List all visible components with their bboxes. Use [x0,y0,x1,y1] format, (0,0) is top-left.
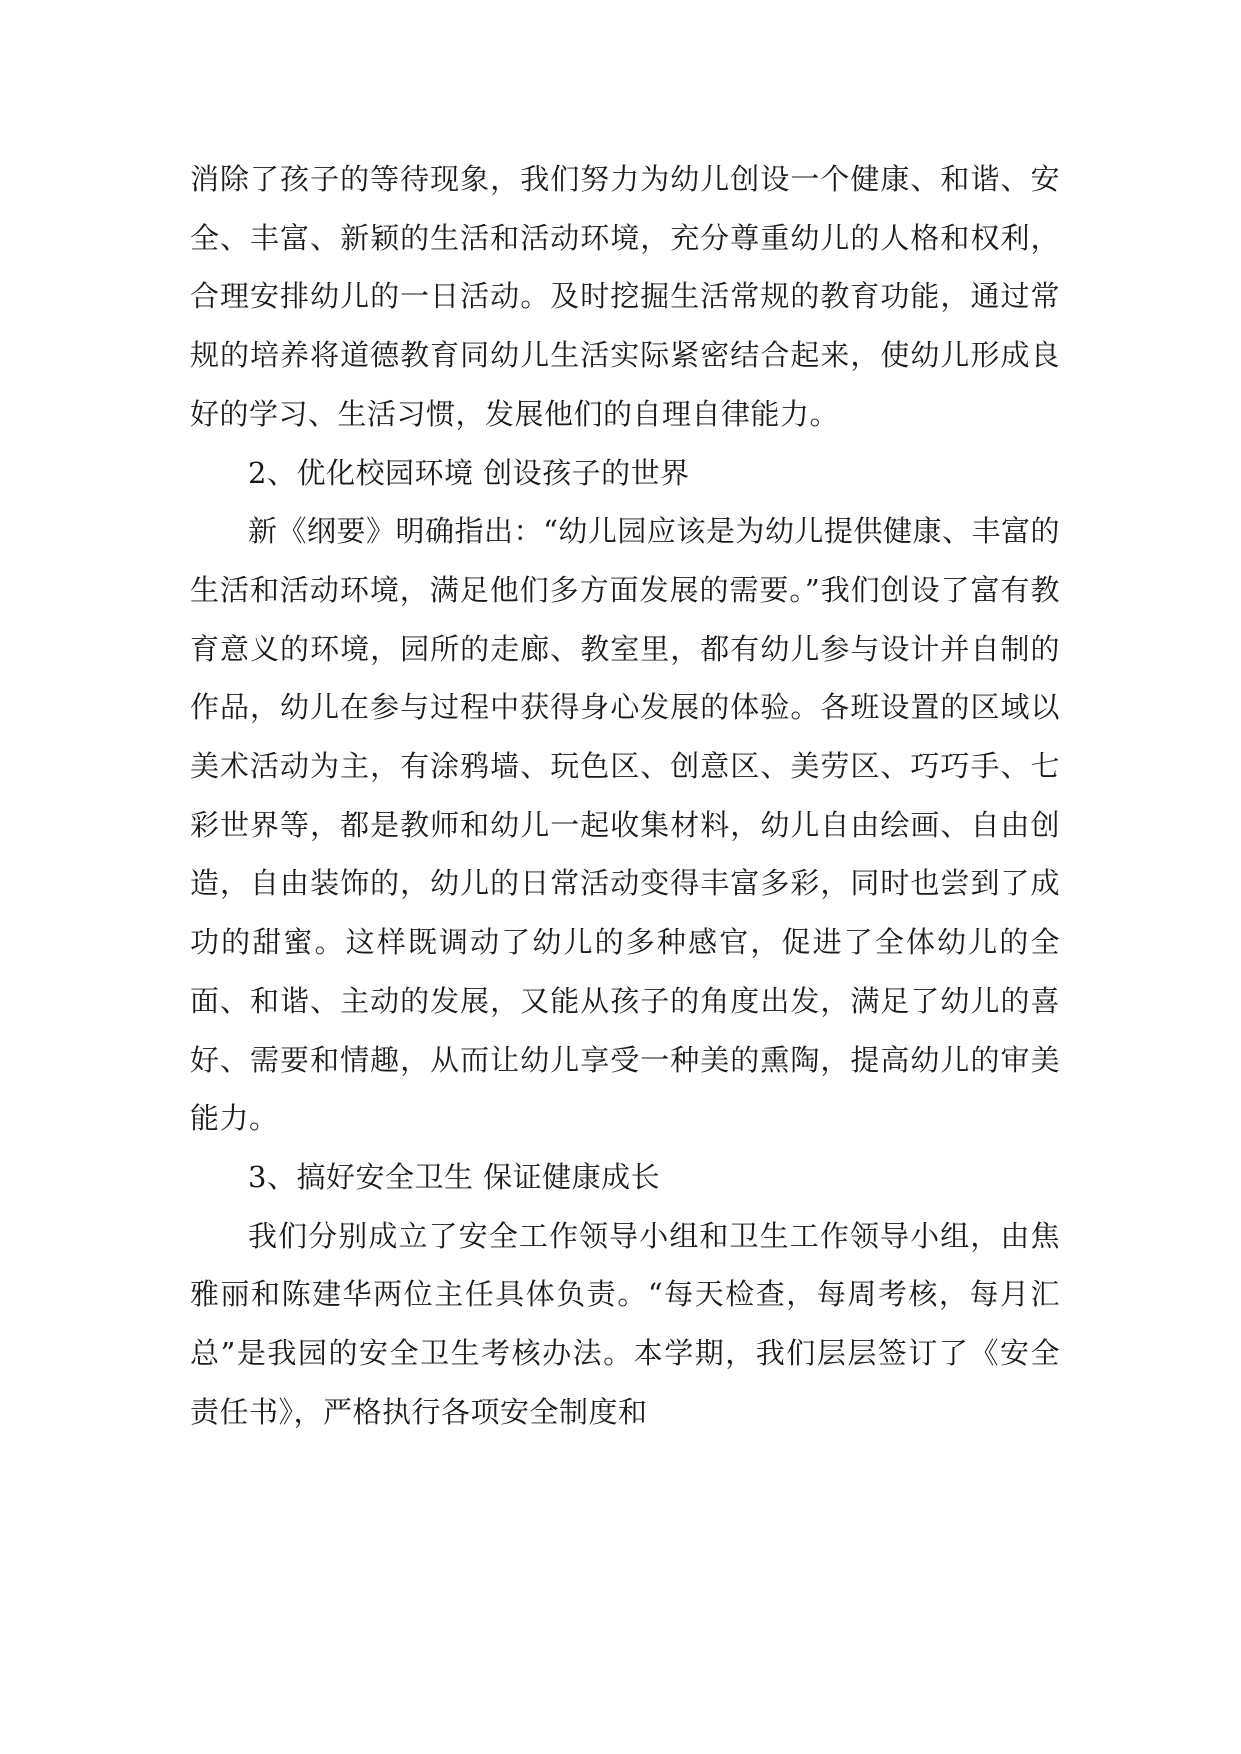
paragraph-environment: 新《纲要》明确指出：“幼儿园应该是为幼儿提供健康、丰富的生活和活动环境，满足他们多方面发展的需要。”我们创设了富有教育意义的环境，园所的走廊、教室里，都有幼儿参与设计并自制的作品，幼儿在参与过程中获得身心发展的体验。各班设置的区域以美术活动为主，有涂鸦墙、玩色区、创意区、美劳区、巧巧手、七彩世界等，都是教师和幼儿一起收集材料，幼儿自由绘画、自由创造，自由装饰的，幼儿的日常活动变得丰富多彩，同时也尝到了成功的甜蜜。这样既调动了幼儿的多种感官，促进了全体幼儿的全面、和谐、主动的发展，又能从孩子的角度出发，满足了幼儿的喜好、需要和情趣，从而让幼儿享受一种美的熏陶，提高幼儿的审美能力。 [190,514,1060,1136]
document-body [190,150,1060,1441]
paragraph-safety: 我们分别成立了安全工作领导小组和卫生工作领导小组，由焦雅丽和陈建华两位主任具体负责。“每天检查，每周考核，每月汇总”是我园的安全卫生考核办法。本学期，我们层层签订了《安全责任书》，严格执行各项安全制度和 [190,1218,1060,1429]
paragraph-daily-routine: 消除了孩子的等待现象，我们努力为幼儿创设一个健康、和谐、安全、丰富、新颖的生活和活动环境，充分尊重幼儿的人格和权利，合理安排幼儿的一日活动。及时挖掘生活常规的教育功能，通过常规的培养将道德教育同幼儿生活实际紧密结合起来，使幼儿形成良好的学习、生活习惯，发展他们的自理自律能力。 [190,162,1060,431]
section-heading-safety: 3、搞好安全卫生 保证健康成长 [248,1159,661,1194]
section-heading-environment: 2、优化校园环境 创设孩子的世界 [248,455,690,490]
